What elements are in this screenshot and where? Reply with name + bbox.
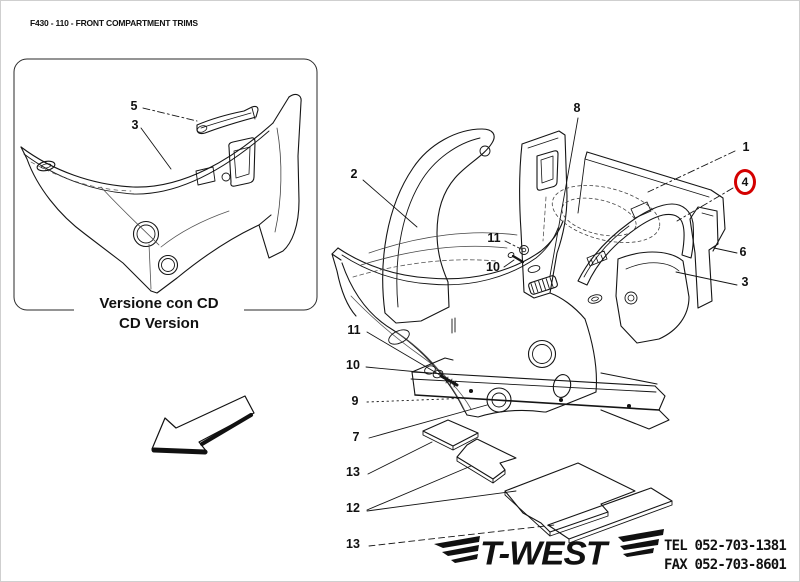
- inset-leader-lines: [141, 108, 197, 169]
- floor-tray: [411, 358, 669, 429]
- inset-caption-italian: Versione con CD: [74, 295, 244, 313]
- inset-callout-3[interactable]: 3: [131, 117, 139, 132]
- callout-11-lower[interactable]: 11: [347, 322, 361, 337]
- washer-11-upper: [520, 246, 529, 255]
- callout-10-lower[interactable]: 10: [346, 357, 360, 372]
- part-8-connector: [527, 264, 602, 304]
- callout-3[interactable]: 3: [741, 274, 749, 289]
- part-4-highlight-ring[interactable]: [734, 169, 756, 195]
- part-6-bracket: [690, 207, 718, 308]
- callout-9[interactable]: 9: [351, 393, 359, 408]
- part-1-rear-panel: [546, 152, 725, 253]
- callout-8[interactable]: 8: [573, 100, 581, 115]
- t-west-logo-text: T-WEST: [480, 535, 607, 573]
- callout-13-bottom[interactable]: 13: [346, 536, 360, 551]
- diagram-artwork: [1, 1, 800, 582]
- inset-callout-5[interactable]: 5: [130, 98, 138, 113]
- part-2-left-side-trim: [383, 129, 494, 323]
- mat-12-a: [457, 439, 516, 483]
- mat-13-small: [423, 420, 478, 450]
- tel-number: TEL 052-703-1381: [664, 538, 787, 554]
- mat-12-b: [505, 463, 635, 536]
- callout-10-upper[interactable]: 10: [486, 259, 500, 274]
- callout-11-upper[interactable]: 11: [487, 230, 501, 245]
- part-3-right-panel: [616, 252, 689, 343]
- inset-trim-drawing: [21, 95, 301, 293]
- callout-4-highlighted[interactable]: 4: [741, 175, 749, 189]
- callout-2[interactable]: 2: [350, 166, 358, 181]
- leader-lines: [363, 118, 737, 546]
- fax-number: FAX 052-703-8601: [664, 557, 787, 573]
- inset-caption-english: CD Version: [74, 315, 244, 333]
- callout-1[interactable]: 1: [742, 139, 750, 154]
- front-compartment-tub: [332, 221, 596, 417]
- part-5-cd-bracket: [196, 106, 258, 133]
- callout-13-top[interactable]: 13: [346, 464, 360, 479]
- direction-arrow: [152, 396, 254, 452]
- page-title: F430 - 110 - FRONT COMPARTMENT TRIMS: [30, 18, 198, 28]
- tub-rear-panel: [520, 131, 567, 298]
- callout-6[interactable]: 6: [739, 244, 747, 259]
- part-4-hoop-trim: [578, 202, 693, 285]
- callout-12[interactable]: 12: [346, 500, 360, 515]
- callout-7[interactable]: 7: [352, 429, 360, 444]
